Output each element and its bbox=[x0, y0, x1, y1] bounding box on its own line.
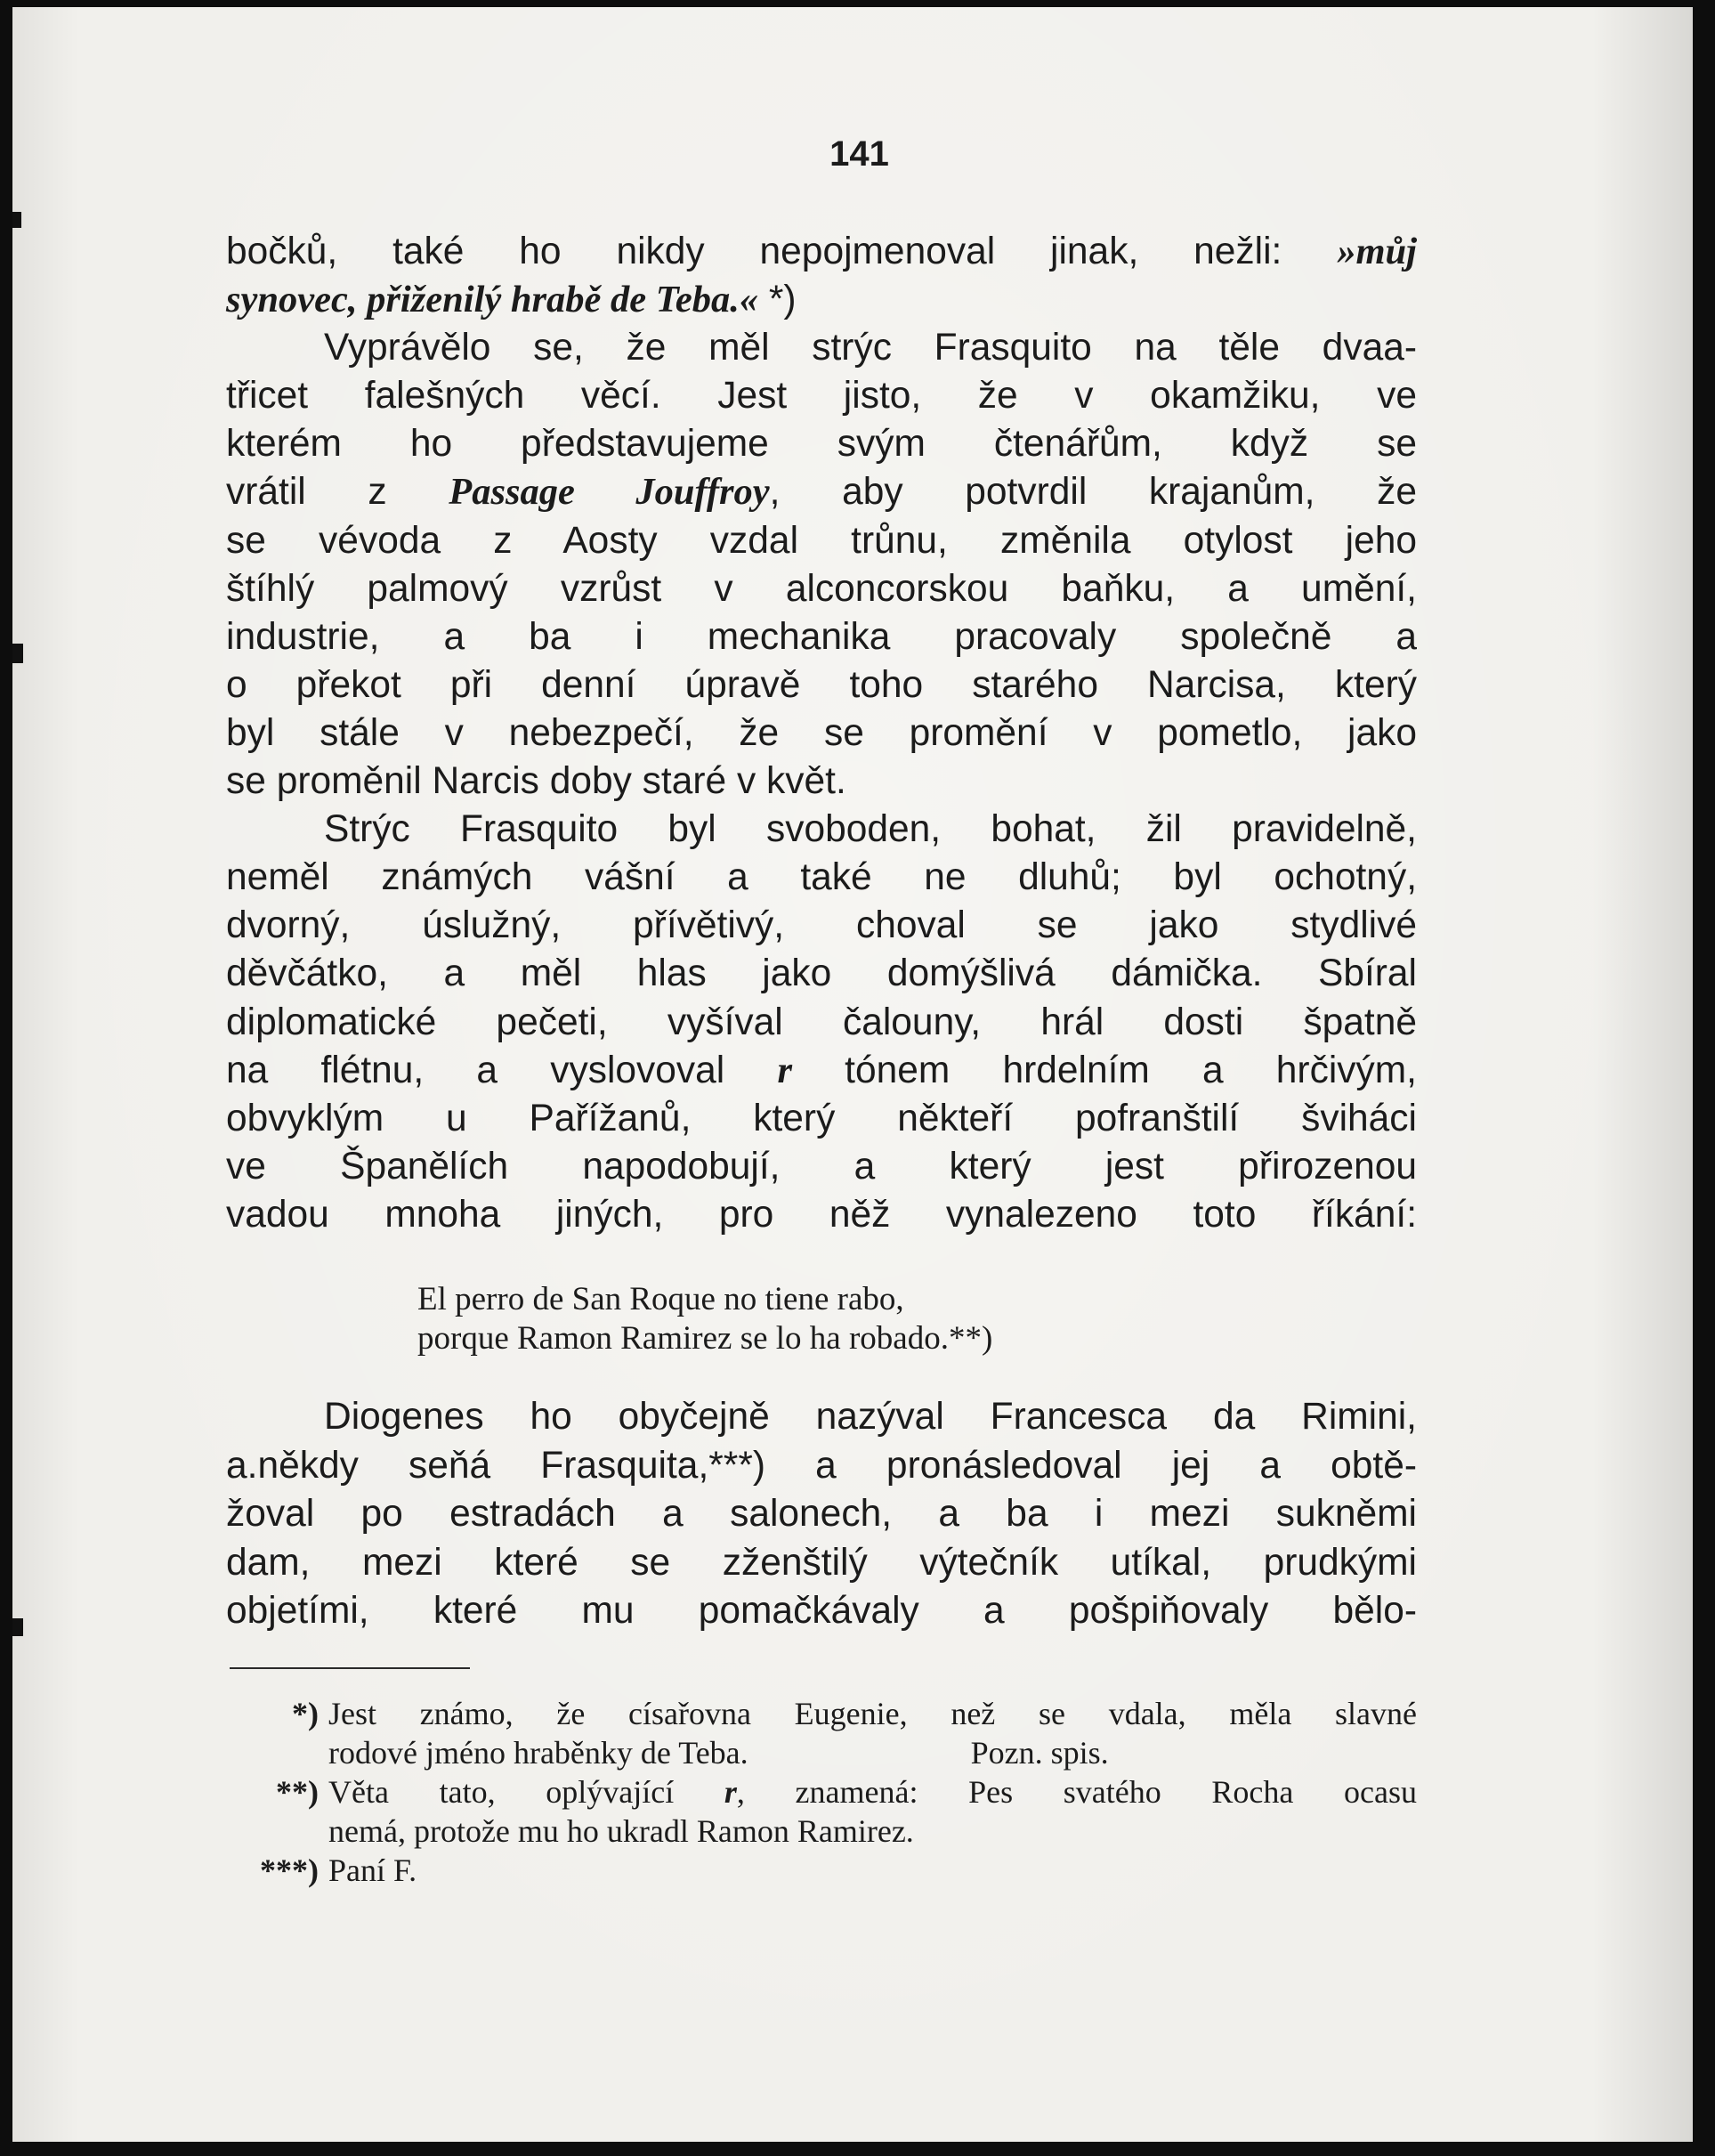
text-line: dam, mezi které se zženštilý výtečník utíkal, prudkými bbox=[226, 1541, 1417, 1584]
footnotes bbox=[226, 1694, 1417, 1890]
footnote bbox=[226, 1694, 1417, 1772]
footnote-line: nemá, protože mu ho ukradl Ramon Ramirez. bbox=[328, 1813, 914, 1849]
scan-artifact bbox=[12, 644, 23, 663]
footnote bbox=[226, 1851, 1417, 1890]
footnote-line: Věta tato, oplývající r, znamená: Pes svatého Rocha ocasu bbox=[328, 1774, 1417, 1810]
footnote-divider bbox=[230, 1667, 470, 1669]
footnote-attribution: Pozn. spis. bbox=[970, 1735, 1109, 1771]
footnote bbox=[226, 1772, 1417, 1851]
text-line: kterém ho představujeme svým čtenářům, když se bbox=[226, 423, 1417, 466]
text-line: Diogenes ho obyčejně nazýval Francesca da Rimini, bbox=[324, 1396, 1417, 1438]
scan-artifact bbox=[12, 212, 21, 228]
text-line: ve Španělích napodobují, a který jest přirozenou bbox=[226, 1145, 1417, 1187]
text-line: objetími, které mu pomačkávaly a pošpiňovaly bělo- bbox=[226, 1590, 1417, 1632]
text-line: a.někdy seňá Frasquita,***) a pronásledoval jej a obtě- bbox=[226, 1444, 1417, 1487]
text-line: žoval po estradách a salonech, a ba i mezi sukněmi bbox=[226, 1493, 1417, 1535]
text-line: byl stále v nebezpečí, že se promění v pometlo, jako bbox=[226, 711, 1417, 754]
footnote-marker: *) bbox=[292, 1696, 319, 1731]
page-number: 141 bbox=[829, 134, 889, 174]
text-line: štíhlý palmový vzrůst v alconcorskou baňku, a umění, bbox=[226, 567, 1417, 610]
text-line: Strýc Frasquito byl svoboden, bohat, žil pravidelně, bbox=[324, 808, 1417, 851]
book-page bbox=[12, 7, 1693, 2142]
main-text-block-continued bbox=[226, 1393, 1417, 1636]
verse-line: El perro de San Roque no tiene rabo, bbox=[417, 1281, 904, 1317]
text-line: se vévoda z Aosty vzdal trůnu, změnila otylost jeho bbox=[226, 519, 1417, 562]
text-line: neměl známých vášní a také ne dluhů; byl ochotný, bbox=[226, 856, 1417, 899]
text-line: na flétnu, a vyslovoval r tónem hrdelním a hrčivým, bbox=[226, 1049, 1417, 1091]
text-line: diplomatické pečeti, vyšíval čalouny, hrál dosti špatně bbox=[226, 1001, 1417, 1043]
footnote-line: rodové jméno hraběnky de Teba. Pozn. spis. bbox=[328, 1735, 1109, 1771]
scan-artifact bbox=[12, 1618, 23, 1636]
quoted-verse bbox=[417, 1280, 992, 1358]
text-line: Vyprávělo se, že měl strýc Frasquito na těle dvaa- bbox=[324, 327, 1417, 369]
text-line: industrie, a ba i mechanika pracovaly společně a bbox=[226, 615, 1417, 658]
verse-line: porque Ramon Ramirez se lo ha robado.**) bbox=[417, 1320, 993, 1357]
footnote-marker: **) bbox=[276, 1774, 319, 1810]
text-line: o překot při denní úpravě toho starého Narcisa, který bbox=[226, 663, 1417, 706]
text-line: děvčátko, a měl hlas jako domýšlivá dámička. Sbíral bbox=[226, 952, 1417, 995]
text-line: bočků, také ho nikdy nepojmenoval jinak, nežli: »můj bbox=[226, 231, 1417, 272]
text-line: třicet falešných věcí. Jest jisto, že v okamžiku, ve bbox=[226, 375, 1417, 417]
footnote-line: Jest známo, že císařovna Eugenie, než se vdala, měla slavné bbox=[328, 1696, 1417, 1731]
text-line: synovec, přiženilý hrabě de Teba.« *) bbox=[226, 279, 797, 321]
footnote-line: Paní F. bbox=[328, 1852, 417, 1888]
text-line: se proměnil Narcis doby staré v květ. bbox=[226, 760, 846, 803]
text-line: obvyklým u Pařížanů, který někteří pofranštilí šviháci bbox=[226, 1097, 1417, 1139]
footnote-marker: ***) bbox=[260, 1852, 319, 1888]
text-line: vadou mnoha jiných, pro něž vynalezeno toto říkání: bbox=[226, 1193, 1417, 1236]
main-text-block bbox=[226, 228, 1417, 1239]
text-line: vrátil z Passage Jouffroy, aby potvrdil krajanům, že bbox=[226, 471, 1417, 514]
text-line: dvorný, úslužný, přívětivý, choval se jako stydlivé bbox=[226, 904, 1417, 947]
